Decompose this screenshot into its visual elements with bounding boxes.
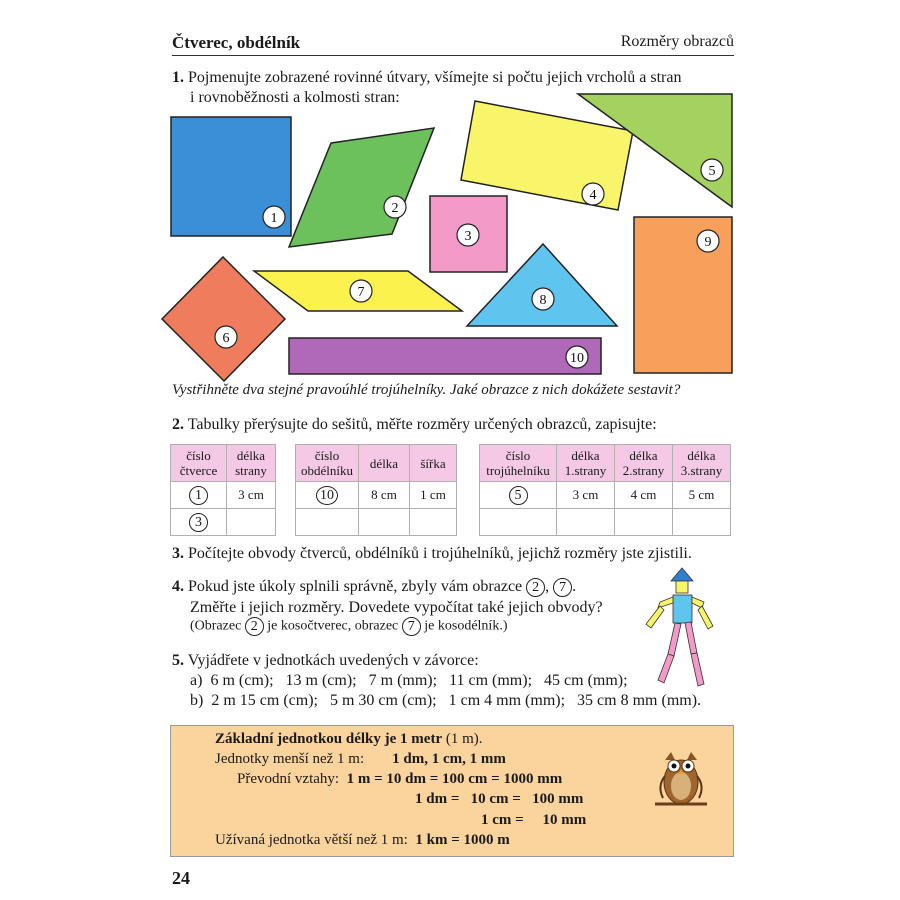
table-cell: 8 cm [359,482,410,509]
info-line-5: 1 cm = 10 mm [481,812,587,828]
owl-icon [653,744,709,810]
shape-label: 1 [270,211,278,226]
shape-10-rectangle [289,338,601,374]
task5-a: a) 6 m (cm); 13 m (cm); 7 m (mm); 11 cm (mm); 45 cm (mm); [190,672,628,689]
task1-note: Vystřihněte dva stejné pravoúhlé trojúhelníky. Jaké obrazce z nich dokážete sestavit? [172,382,681,398]
table-header: číslo čtverce [171,445,227,482]
shape-label: 9 [704,235,712,250]
task4-line3: (Obrazec 2 je kosočtverec, obrazec 7 je kosodélník.) [190,618,508,634]
table-cell: 3 [171,509,227,536]
table-header: délka 2.strany [615,445,673,482]
table-header: délka 3.strany [673,445,731,482]
table-cell [227,509,276,536]
table-cell [480,509,557,536]
table-header: šířka [410,445,457,482]
shape-label: 8 [539,293,547,308]
table-cell: 5 [480,482,557,509]
table-header: číslo obdélníku [296,445,359,482]
chapter-title: Čtverec, obdélník [172,33,301,52]
shape-label: 5 [708,164,716,179]
info-line-2: Jednotky menší než 1 m: 1 dm, 1 cm, 1 mm [215,751,506,767]
task1-line1: 1. Pojmenujte zobrazené rovinné útvary, všímejte si počtu jejich vrcholů a stran [172,69,682,86]
task2-text: 2. Tabulky přerýsujte do sešitů, měřte rozměry určených obrazců, zapisujte: [172,416,657,433]
section-title: Rozměry obrazců [620,33,734,50]
table-cell [557,509,615,536]
table-cell: 10 [296,482,359,509]
shape-label: 7 [357,285,365,300]
page-number: 24 [172,868,190,888]
shape-4-rectangle [461,101,633,210]
task1-line2: i rovnoběžnosti a kolmosti stran: [190,89,400,106]
info-line-1: Základní jednotkou délky je 1 metr (1 m). [215,731,483,747]
table-header: délka strany [227,445,276,482]
task5-text: 5. Vyjádřete v jednotkách uvedených v závorce: [172,652,479,669]
table-cell [673,509,731,536]
table-cell: 3 cm [557,482,615,509]
shape-2-rhombus [289,128,434,247]
shape-label: 3 [464,229,472,244]
info-line-3: Převodní vztahy: 1 m = 10 dm = 100 cm = 1000 mm [237,771,563,787]
table-rectangles [295,444,457,536]
task5-b: b) 2 m 15 cm (cm); 5 m 30 cm (cm); 1 cm 4 mm (mm); 35 cm 8 mm (mm). [190,692,702,709]
table-cell: 3 cm [227,482,276,509]
info-box-units [170,725,734,857]
table-triangles [479,444,731,536]
table-cell [359,509,410,536]
table-cell [296,509,359,536]
info-line-4: 1 dm = 10 cm = 100 mm [415,791,584,807]
stick-figure-illustration [640,566,725,694]
table-cell: 4 cm [615,482,673,509]
info-line-6: Užívaná jednotka větší než 1 m: 1 km = 1000 m [215,832,510,848]
shape-label: 10 [570,351,584,366]
shape-label: 2 [391,201,399,216]
table-cell [410,509,457,536]
table-header: délka [359,445,410,482]
table-cell [615,509,673,536]
shape-label: 4 [589,188,597,203]
task4-line2: Změřte i jejich rozměry. Dovedete vypočítat také jejich obvody? [190,599,603,616]
shape-label: 6 [222,331,230,346]
table-cell: 5 cm [673,482,731,509]
table-cell: 1 cm [410,482,457,509]
table-header: délka 1.strany [557,445,615,482]
task3-text: 3. Počítejte obvody čtverců, obdélníků i trojúhelníků, jejichž rozměry jste zjistili. [172,545,692,562]
table-cell: 1 [171,482,227,509]
table-squares [170,444,276,536]
table-header: číslo trojúhelníku [480,445,557,482]
task4-line1: 4. Pokud jste úkoly splnili správně, zbyly vám obrazce 2 , 7 . [172,578,577,595]
